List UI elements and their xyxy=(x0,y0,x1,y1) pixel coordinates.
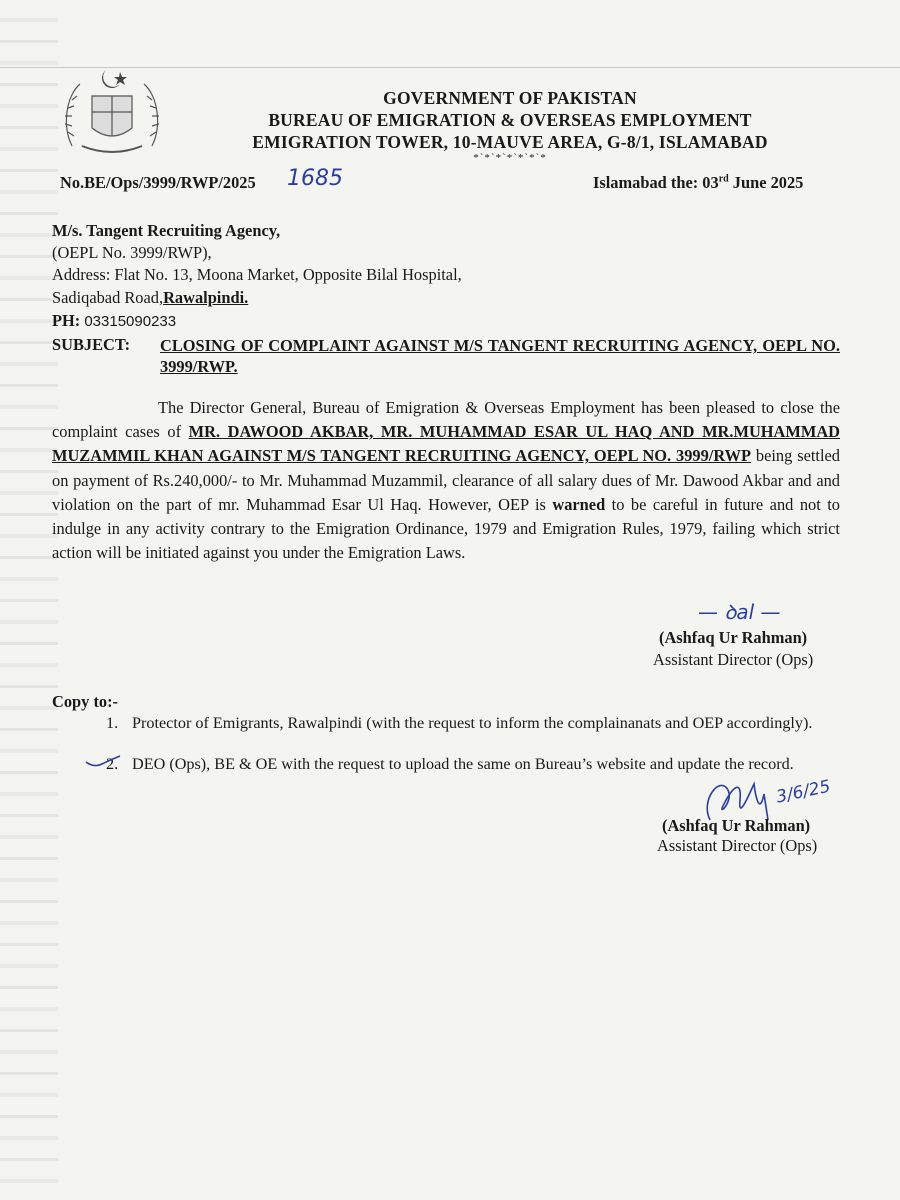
government-emblem-icon xyxy=(62,66,162,158)
complainant-names: MR. DAWOOD AKBAR, MR. MUHAMMAD ESAR UL HAQ AND MR.MUHAMMAD MUZAMMIL KHAN AGAINST M/S TANGENT RECRUITING AGENCY, OEPL NO. 3999/RWP xyxy=(52,422,840,466)
header-stars: *`*`*`*`*`*`* xyxy=(473,152,547,164)
reference-number: No.BE/Ops/3999/RWP/2025 xyxy=(60,173,256,192)
signature-mark-1: — ꝺal — xyxy=(698,600,781,624)
copy-to-label: Copy to:- xyxy=(52,692,119,711)
addressee-address-1: Address: Flat No. 13, Moona Market, Opposite Bilal Hospital, xyxy=(52,265,462,284)
signature-date: 3/6/25 xyxy=(774,776,833,808)
addressee-address-2: Sadiqabad Road,Rawalpindi. xyxy=(52,288,249,307)
addressee-oepl: (OEPL No. 3999/RWP), xyxy=(52,243,212,262)
body-paragraph: The Director General, Bureau of Emigration & Overseas Employment has been pleased to close the complaint cases of MR. DAWOOD AKBAR, MR. MUHAMMAD ESAR UL HAQ AND MR.MUHAMMAD MUZAMMIL KHAN AGAINST M/S TANGENT RECRUITING AGENCY, OEPL NO. 3999/RWP being settled on payment of Rs.240,000/- to Mr. Muhammad Muzammil, clearance of all salary dues of Mr. Dawood Akbar and and violation on the part of mr. Muhammad Esar Ul Haq. However, OEP is warned to be careful in future and not to indulge in any activity contrary to the Emigration Ordinance, 1979 and Emigration Rules, 1979, failing which strict action will be initiated against you under the Emigration Laws. xyxy=(52,398,840,563)
handwritten-tick-icon xyxy=(84,752,124,772)
handwritten-number: 1685 xyxy=(287,166,343,191)
header-line-3: EMIGRATION TOWER, 10-MAUVE AREA, G-8/1, ISLAMABAD xyxy=(252,132,768,152)
header-line-1: GOVERNMENT OF PAKISTAN xyxy=(383,88,637,108)
signatory-name-2: (Ashfaq Ur Rahman) xyxy=(662,816,811,835)
letter-date: Islamabad the: 03rd June 2025 xyxy=(593,173,804,192)
copy-item: 2. DEO (Ops), BE & OE with the request to upload the same on Bureau’s website and update the record. xyxy=(106,755,794,773)
scan-edge-noise xyxy=(0,0,58,1200)
header-line-2: BUREAU OF EMIGRATION & OVERSEAS EMPLOYMENT xyxy=(268,110,752,130)
signatory-title-2: Assistant Director (Ops) xyxy=(657,836,818,855)
copy-item: 1. Protector of Emigrants, Rawalpindi (with the request to inform the complainanats and OEP accordingly). xyxy=(106,714,813,732)
subject-label: SUBJECT: xyxy=(52,335,131,354)
addressee-name: M/s. Tangent Recruiting Agency, xyxy=(52,221,281,240)
addressee-phone: PH: 03315090233 xyxy=(52,311,177,330)
signatory-name-1: (Ashfaq Ur Rahman) xyxy=(659,628,808,647)
signatory-title-1: Assistant Director (Ops) xyxy=(653,650,814,669)
subject-text: CLOSING OF COMPLAINT AGAINST M/S TANGENT RECRUITING AGENCY, OEPL NO. 3999/RWP. xyxy=(160,336,840,376)
